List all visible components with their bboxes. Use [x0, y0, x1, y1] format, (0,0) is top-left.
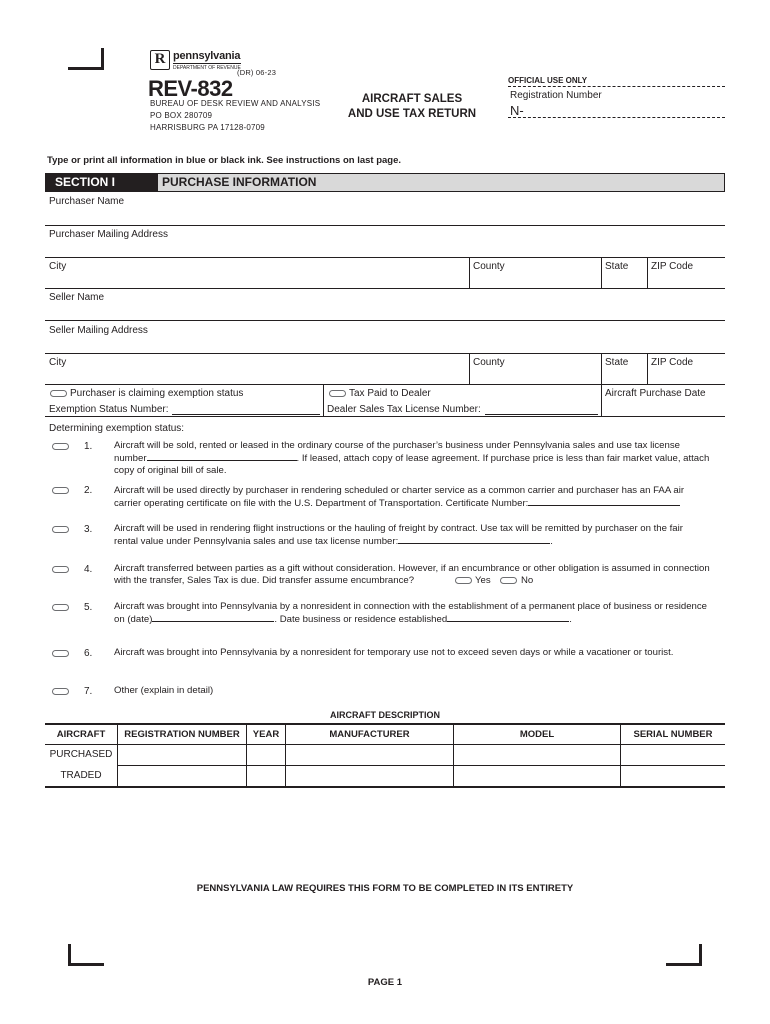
section-tag-label: SECTION I [55, 175, 116, 189]
exemption-5-number: 5. [84, 602, 93, 613]
encumbrance-yes-label: Yes [475, 575, 491, 586]
dealer-license-label: Dealer Sales Tax License Number: [327, 404, 481, 415]
seller-county-label: County [473, 357, 505, 368]
table-top-border [45, 723, 725, 725]
exemption-5-date-label: on (date) [114, 614, 153, 625]
logo-wordmark: pennsylvania [173, 50, 241, 62]
section-title: PURCHASE INFORMATION [162, 175, 317, 189]
exemption-3-line-b: rental value under Pennsylvania sales and use tax license number: . [114, 536, 553, 547]
form-version: (DR) 06-23 [237, 68, 277, 77]
exemption-5-date-field[interactable] [152, 613, 274, 622]
exemption-1-line-b [114, 452, 726, 465]
purchased-year-cell[interactable] [247, 745, 285, 765]
traded-serial-cell[interactable] [621, 766, 725, 786]
exemption-4-checkbox[interactable] [52, 566, 69, 573]
state-divider [601, 257, 602, 288]
seller-city-field[interactable] [45, 384, 725, 385]
exemption-4-encumbrance-question: with the transfer, Sales Tax is due. Did transfer assume encumbrance? [114, 575, 415, 586]
exemption-status-label: Purchaser is claiming exemption status [70, 388, 244, 399]
tax-paid-label: Tax Paid to Dealer [349, 388, 431, 399]
exemption-number-field[interactable] [172, 414, 320, 415]
exemption-2-line-b [114, 497, 726, 510]
registration-number-label: Registration Number [510, 90, 602, 101]
zip-divider [647, 257, 648, 288]
exemption-6-number: 6. [84, 648, 93, 659]
page-number: PAGE 1 [367, 977, 403, 988]
encumbrance-yes-checkbox[interactable] [455, 577, 472, 584]
exemption-7-number: 7. [84, 686, 93, 697]
purchased-manufacturer-cell[interactable] [286, 745, 453, 765]
exemption-number-label: Exemption Status Number: [49, 404, 169, 415]
seller-county-divider [469, 353, 470, 384]
exemption-2-certificate-field[interactable] [528, 497, 680, 506]
exemption-5-established-field[interactable] [447, 613, 569, 622]
exemption-row-bottom [45, 416, 725, 417]
exemption-2-text [114, 485, 726, 510]
seller-state-divider [601, 353, 602, 384]
exemption-1-number: 1. [84, 441, 93, 452]
exemption-1-text [114, 440, 726, 477]
exemption-1-checkbox[interactable] [52, 443, 69, 450]
table-header-year: YEAR [252, 729, 280, 740]
county-divider [469, 257, 470, 288]
exemption-status-checkbox[interactable] [50, 390, 67, 397]
zip-label: ZIP Code [651, 261, 694, 272]
purchase-date-divider [601, 384, 602, 416]
seller-city-label: City [49, 357, 67, 368]
determining-exemption-label: Determining exemption status: [49, 423, 185, 434]
form-title-line-1: AIRCRAFT SALES [361, 93, 463, 105]
tax-paid-checkbox[interactable] [329, 390, 346, 397]
exemption-1-license-field[interactable] [147, 452, 297, 461]
seller-name-field[interactable] [45, 320, 725, 321]
exemption-5-checkbox[interactable] [52, 604, 69, 611]
exemption-3-text [114, 523, 726, 548]
exemption-5-line-b: on (date) . Date business or residence established . [114, 614, 572, 625]
exemption-2-line-a: Aircraft will be used directly by purchaser in rendering scheduled or charter service as a common carrier and purchaser has an FAA air [114, 485, 685, 496]
completion-notice: PENNSYLVANIA LAW REQUIRES THIS FORM TO BE COMPLETED IN ITS ENTIRETY [196, 883, 574, 894]
address-line-3: HARRISBURG PA 17128-0709 [150, 123, 265, 132]
traded-manufacturer-cell[interactable] [286, 766, 453, 786]
purchase-date-label: Aircraft Purchase Date [605, 388, 706, 399]
purchaser-name-field[interactable] [45, 225, 725, 226]
exemption-1-line-d: copy of original bill of sale. [114, 465, 227, 476]
registration-prefix[interactable]: N- [510, 103, 524, 118]
table-bottom-border [45, 786, 725, 788]
purchased-registration-cell[interactable] [118, 745, 246, 765]
traded-registration-cell[interactable] [118, 766, 246, 786]
form-number: REV-832 [148, 76, 233, 101]
form-title-line-2: AND USE TAX RETURN [347, 108, 477, 120]
exemption-4-text [114, 563, 726, 587]
corner-mark-bottom-left [68, 944, 104, 966]
exemption-3-number: 3. [84, 524, 93, 535]
exemption-1-line-a: Aircraft will be sold, rented or leased in the ordinary course of the purchaser’s business under Pennsylvania sales and use tax license [114, 440, 680, 451]
revenue-logo-icon: R [150, 50, 170, 70]
seller-address-field[interactable] [45, 353, 725, 354]
purchased-serial-cell[interactable] [621, 745, 725, 765]
traded-model-cell[interactable] [454, 766, 620, 786]
seller-state-label: State [605, 357, 629, 368]
exemption-6-checkbox[interactable] [52, 650, 69, 657]
address-line-1: BUREAU OF DESK REVIEW AND ANALYSIS [150, 99, 321, 108]
exemption-3-checkbox[interactable] [52, 526, 69, 533]
exemption-6-text: Aircraft was brought into Pennsylvania by a nonresident for temporary use not to exceed seven days or while a vacationer or tourist. [114, 647, 674, 658]
purchaser-address-label: Purchaser Mailing Address [49, 229, 168, 240]
exemption-5-text [114, 601, 726, 626]
exemption-2-checkbox[interactable] [52, 487, 69, 494]
seller-name-label: Seller Name [49, 292, 105, 303]
ink-instructions: Type or print all information in blue or black ink. See instructions on last page. [47, 155, 402, 166]
official-use-rule [508, 86, 725, 87]
official-use-label: OFFICIAL USE ONLY [508, 76, 588, 85]
table-row-purchased: PURCHASED [49, 749, 113, 760]
exemption-2-certificate-label: carrier operating certificate on file with the U.S. Department of Transportation. Certificate Number: [114, 498, 529, 509]
exemption-5-line-a: Aircraft was brought into Pennsylvania by a nonresident in connection with the establishment of a permanent place of business or residence [114, 601, 708, 612]
encumbrance-no-checkbox[interactable] [500, 577, 517, 584]
city-label: City [49, 261, 67, 272]
purchased-model-cell[interactable] [454, 745, 620, 765]
encumbrance-no-label: No [521, 575, 534, 586]
purchaser-address-field[interactable] [45, 257, 725, 258]
address-line-2: PO BOX 280709 [150, 111, 213, 120]
logo-subtitle: DEPARTMENT OF REVENUE [173, 65, 241, 71]
exemption-1-number-label: number [114, 453, 147, 464]
seller-address-label: Seller Mailing Address [49, 325, 148, 336]
corner-mark-top-left [68, 48, 104, 70]
seller-zip-divider [647, 353, 648, 384]
table-row-traded: TRADED [60, 770, 102, 781]
corner-mark-bottom-right [666, 944, 702, 966]
tax-paid-divider [323, 384, 324, 416]
table-header-aircraft: AIRCRAFT [56, 729, 106, 740]
state-label: State [605, 261, 629, 272]
exemption-4-line-b [114, 575, 726, 587]
aircraft-description-title: AIRCRAFT DESCRIPTION [330, 710, 440, 720]
exemption-5-established-label: . Date business or residence established [274, 614, 448, 625]
exemption-7-checkbox[interactable] [52, 688, 69, 695]
table-header-model: MODEL [519, 729, 555, 740]
county-label: County [473, 261, 505, 272]
purchaser-city-field[interactable] [45, 288, 725, 289]
exemption-3-license-field[interactable] [398, 535, 550, 544]
dealer-license-field[interactable] [485, 414, 598, 415]
table-header-manufacturer: MANUFACTURER [329, 729, 410, 740]
seller-zip-label: ZIP Code [651, 357, 694, 368]
table-header-registration: REGISTRATION NUMBER [124, 729, 240, 740]
registration-number-field[interactable] [508, 117, 725, 118]
exemption-4-line-a: Aircraft transferred between parties as a gift without consideration. However, if an encumbrance or other obligation is assumed in connection [114, 563, 710, 574]
exemption-2-number: 2. [84, 485, 93, 496]
traded-year-cell[interactable] [247, 766, 285, 786]
exemption-7-text: Other (explain in detail) [114, 685, 214, 696]
exemption-3-line-a: Aircraft will be used in rendering flight instructions or the hauling of freight by contract. Use tax will be remitted by purchaser on the fair [114, 523, 683, 534]
exemption-4-number: 4. [84, 564, 93, 575]
exemption-3-license-label: rental value under Pennsylvania sales and use tax license number: [114, 536, 399, 547]
exemption-1-lease-note: . If leased, attach copy of lease agreement. If purchase price is less than fair market value, attach [296, 453, 710, 464]
table-header-serial: SERIAL NUMBER [633, 729, 713, 740]
purchaser-name-label: Purchaser Name [49, 196, 125, 207]
